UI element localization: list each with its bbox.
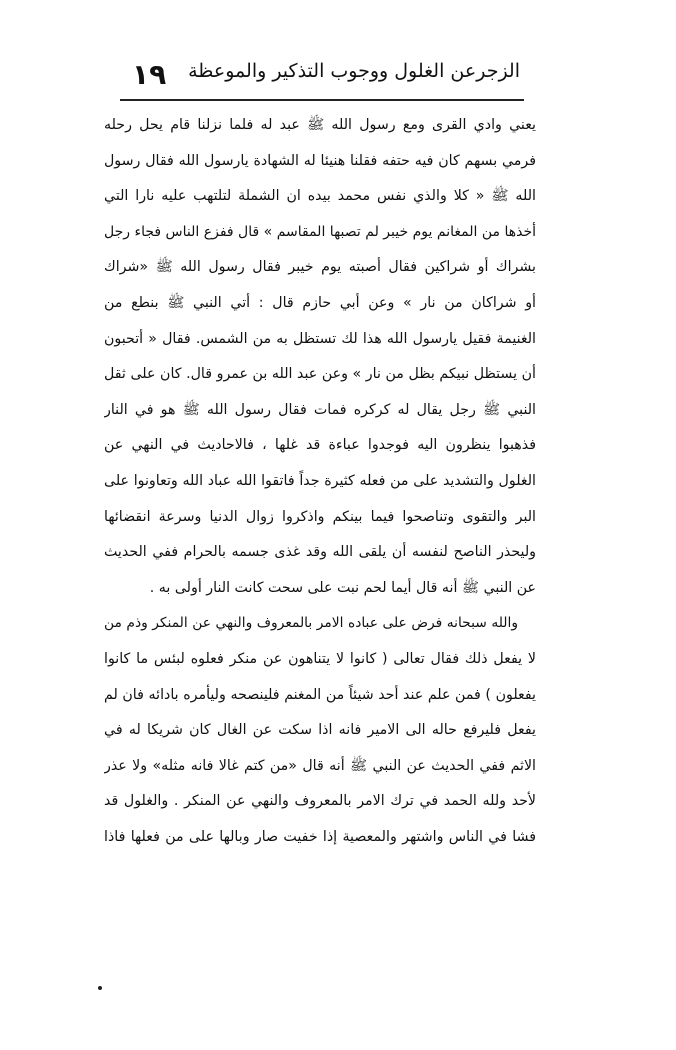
text-line: أن يستظل نبيكم بظل من نار » وعن عبد الله بن عمرو قال. كان على ثقل bbox=[104, 366, 536, 383]
paragraph-end-line: عن النبي ﷺ أنه قال أيما لحم نبت على سحت كانت النار أولى به . bbox=[149, 579, 536, 596]
text-line: البر والتقوى وتناصحوا فيما بينكم واذكروا زوال الدنيا وسرعة انقضائها bbox=[104, 508, 536, 525]
text-line: فذهبوا ينظرون اليه فوجدوا عباءة قد غلها ، فالاحاديث في النهي عن bbox=[104, 437, 536, 454]
text-line: فشا في الناس واشتهر والمعصية إذا خفيت صار وبالها على من فعلها فاذا bbox=[104, 828, 536, 845]
ink-dot bbox=[98, 986, 102, 990]
text-line: يفعل فليرفع حاله الى الامير فانه اذا سكت عن الغال كان شريكا له في bbox=[104, 722, 536, 739]
header-rule bbox=[120, 99, 524, 101]
text-line: الغنيمة فقيل يارسول الله هذا لك تستظل به من الشمس. فقال « أتحبون bbox=[104, 330, 536, 347]
text-line: يفعلون ) فمن علم عند أحد شيئاً من المغنم فلينصحه وليأمره بادائه فان لم bbox=[104, 686, 536, 703]
text-line: الله ﷺ « كلا والذي نفس محمد بيده ان الشملة لتلتهب عليه نارا التي bbox=[104, 188, 536, 205]
text-line: يعني وادي القرى ومع رسول الله ﷺ عبد له فلما نزلنا قام يحل رحله bbox=[104, 117, 536, 133]
text-line: الاثم ففي الحديث عن النبي ﷺ أنه قال «من كتم غالا فانه مثله» ولا عذر bbox=[104, 757, 536, 774]
text-line: لأحد ولله الحمد في ترك الامر بالمعروف والنهي عن المنكر . والغلول قد bbox=[104, 793, 536, 810]
text-line: بشراك أو شراكين فقال أصبته يوم خيبر فقال رسول الله ﷺ «شراك bbox=[104, 259, 536, 276]
running-title: الزجرعن الغلول ووجوب التذكير والموعظة bbox=[188, 60, 520, 82]
text-line: الغلول والتشديد على من فعله كثيرة جداً فاتقوا الله عباد الله وتعاونوا على bbox=[104, 472, 536, 489]
page-header bbox=[120, 56, 520, 100]
text-line: النبي ﷺ رجل يقال له كركره فمات فقال رسول الله ﷺ هو في النار bbox=[104, 401, 536, 418]
body-text bbox=[104, 108, 536, 855]
text-line: أخذها من المغانم يوم خيبر لم تصبها المقاسم » قال ففزع الناس فجاء رجل bbox=[104, 223, 536, 240]
text-line: وليحذر الناصح لنفسه أن يلقى الله وقد غذى جسمه بالحرام ففي الحديث bbox=[104, 544, 536, 561]
page-number: ١٩ bbox=[132, 58, 167, 91]
text-line: فرمي بسهم كان فيه حتفه فقلنا هنيئا له الشهادة يارسول الله فقال رسول bbox=[104, 152, 536, 169]
text-line: أو شراكان من نار » وعن أبي حازم قال : أتي النبي ﷺ بنطع من bbox=[104, 294, 536, 311]
paragraph-start-line: والله سبحانه فرض على عباده الامر بالمعروف والنهي عن المنكر وذم من bbox=[104, 615, 518, 632]
text-line: لا يفعل ذلك فقال تعالى ( كانوا لا يتناهون عن منكر فعلوه لبئس ما كانوا bbox=[104, 650, 536, 667]
